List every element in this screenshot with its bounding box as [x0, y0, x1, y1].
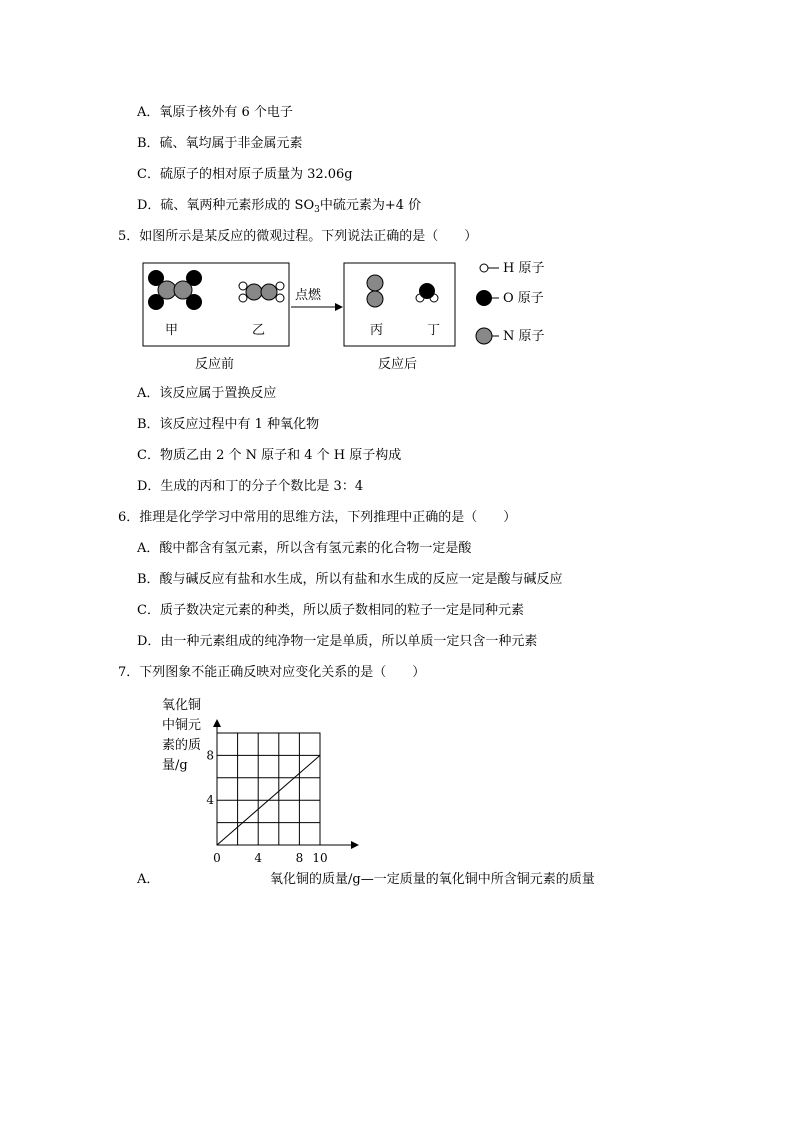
- legend-n-label: N 原子: [503, 329, 545, 344]
- grid-border: [217, 733, 320, 845]
- q6-option-c: C．质子数决定元素的种类，所以质子数相同的粒子一定是同种元素: [137, 603, 524, 618]
- q6-option-b: B．酸与碱反应有盐和水生成，所以有盐和水生成的反应一定是酸与碱反应: [137, 572, 563, 587]
- q5-option-d: D．生成的丙和丁的分子个数比是 3：4: [137, 479, 364, 494]
- label-jia: 甲: [165, 323, 179, 338]
- q4-option-c: C．硫原子的相对原子质量为 32.06g: [137, 167, 353, 182]
- caption-before: 反应前: [195, 357, 235, 372]
- x-tick-label: 10: [312, 851, 328, 865]
- legend-h-symbol: [480, 264, 488, 272]
- q6-option-d: D．由一种元素组成的纯净物一定是单质，所以单质一定只含一种元素: [137, 634, 538, 649]
- y-label-line: 素的质: [162, 738, 202, 753]
- q5-option-a: A．该反应属于置换反应: [137, 386, 277, 401]
- q4-option-d: [137, 197, 421, 215]
- q4-option-d-sub: 3: [314, 205, 320, 215]
- y-tick-label: 4: [206, 793, 214, 808]
- x-tick-label: 8: [295, 851, 304, 865]
- label-yi: 乙: [252, 323, 266, 338]
- q4-option-d-post: 中硫元素为+4 价: [319, 198, 422, 213]
- x-tick-label: 4: [254, 851, 263, 865]
- y-label-line: 中铜元: [162, 718, 202, 733]
- legend: [476, 261, 545, 344]
- legend-o-symbol: [476, 290, 492, 306]
- reaction-diagram: [135, 255, 565, 380]
- legend-h-label: H 原子: [503, 261, 545, 276]
- label-ding: 丁: [427, 323, 441, 338]
- q5-stem: 5．如图所示是某反应的微观过程。下列说法正确的是（ ）: [118, 229, 478, 244]
- chart-option-a: [160, 695, 370, 875]
- y-label-line: 氧化铜: [162, 698, 202, 713]
- q5-option-c: C．物质乙由 2 个 N 原子和 4 个 H 原子构成: [137, 448, 402, 463]
- q5-option-b: B．该反应过程中有 1 种氧化物: [137, 417, 320, 432]
- arrow-label: 点燃: [295, 288, 322, 303]
- reaction-arrowhead: [335, 303, 343, 311]
- x-tick-label: 0: [213, 851, 221, 865]
- y-axis-arrow: [213, 719, 221, 727]
- chart-caption: 氧化铜的质量/g—一定质量的氧化铜中所含铜元素的质量: [270, 872, 595, 887]
- q4-option-a: A．氧原子核外有 6 个电子: [137, 105, 293, 120]
- y-axis-label: [162, 697, 201, 773]
- legend-o-label: O 原子: [503, 291, 544, 306]
- chart-grid: [217, 733, 320, 845]
- y-label-line: 量/g: [162, 758, 188, 773]
- q6-stem: 6．推理是化学学习中常用的思维方法，下列推理中正确的是（ ）: [118, 510, 517, 525]
- caption-after: 反应后: [378, 357, 418, 372]
- legend-n-symbol: [476, 328, 492, 344]
- label-bing: 丙: [370, 323, 384, 338]
- chart-ticks: [206, 748, 327, 865]
- q6-option-a: A．酸中都含有氢元素，所以含有氢元素的化合物一定是酸: [137, 541, 472, 556]
- q7-option-a-label: A．: [137, 872, 160, 887]
- x-axis-arrow: [351, 841, 359, 849]
- q7-stem: 7．下列图象不能正确反映对应变化关系的是（ ）: [118, 665, 426, 680]
- y-tick-label: 8: [206, 748, 214, 763]
- q4-option-b: B．硫、氧均属于非金属元素: [137, 136, 303, 151]
- q4-option-d-pre: D．硫、氧两种元素形成的 SO: [137, 198, 315, 213]
